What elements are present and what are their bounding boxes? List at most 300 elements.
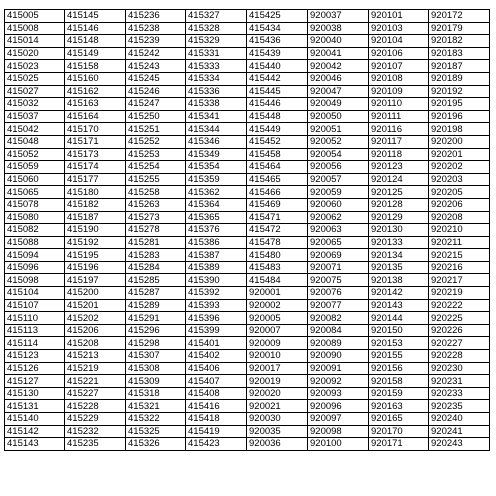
table-cell: 415418	[186, 413, 247, 426]
table-row	[5, 22, 490, 35]
table-cell: 415423	[186, 438, 247, 451]
table-cell: 415328	[186, 22, 247, 35]
table-cell: 415025	[5, 72, 65, 85]
table-row	[5, 135, 490, 148]
table-cell: 920205	[429, 186, 490, 199]
table-cell: 415192	[65, 236, 126, 249]
table-cell: 415104	[5, 287, 65, 300]
table-cell: 415180	[65, 186, 126, 199]
table-cell: 920134	[369, 249, 429, 262]
table-cell: 920170	[369, 425, 429, 438]
table-row	[5, 173, 490, 186]
table-cell: 415263	[126, 198, 186, 211]
table-cell: 415238	[126, 22, 186, 35]
table-cell: 415362	[186, 186, 247, 199]
table-cell: 415242	[126, 47, 186, 60]
table-cell: 415094	[5, 249, 65, 262]
table-cell: 920005	[247, 312, 308, 325]
table-cell: 920159	[369, 387, 429, 400]
table-row	[5, 35, 490, 48]
table-cell: 920118	[369, 148, 429, 161]
table-cell: 415227	[65, 387, 126, 400]
table-cell: 920063	[308, 224, 369, 237]
table-cell: 415458	[247, 148, 308, 161]
table-cell: 415336	[186, 85, 247, 98]
table-cell: 920041	[308, 47, 369, 60]
table-cell: 415387	[186, 249, 247, 262]
table-cell: 920227	[429, 337, 490, 350]
table-row	[5, 438, 490, 451]
table-cell: 920155	[369, 350, 429, 363]
table-cell: 415123	[5, 350, 65, 363]
table-cell: 415197	[65, 274, 126, 287]
table-cell: 415389	[186, 261, 247, 274]
table-cell: 415298	[126, 337, 186, 350]
table-cell: 415308	[126, 362, 186, 375]
table-cell: 415171	[65, 135, 126, 148]
table-cell: 920040	[308, 35, 369, 48]
table-cell: 415291	[126, 312, 186, 325]
table-cell: 920215	[429, 249, 490, 262]
table-row	[5, 287, 490, 300]
table-cell: 920097	[308, 413, 369, 426]
table-cell: 415416	[186, 400, 247, 413]
table-row	[5, 123, 490, 136]
table-cell: 920203	[429, 173, 490, 186]
table-cell: 415202	[65, 312, 126, 325]
table-cell: 415281	[126, 236, 186, 249]
table-cell: 415213	[65, 350, 126, 363]
table-cell: 415349	[186, 148, 247, 161]
table-cell: 415465	[247, 173, 308, 186]
table-cell: 415365	[186, 211, 247, 224]
table-cell: 415149	[65, 47, 126, 60]
table-cell: 920002	[247, 299, 308, 312]
table-cell: 920010	[247, 350, 308, 363]
table-cell: 920076	[308, 287, 369, 300]
table-cell: 415434	[247, 22, 308, 35]
table-row	[5, 10, 490, 23]
table-cell: 415364	[186, 198, 247, 211]
table-cell: 415285	[126, 274, 186, 287]
table-cell: 920123	[369, 161, 429, 174]
table-row	[5, 236, 490, 249]
table-cell: 415160	[65, 72, 126, 85]
table-cell: 415333	[186, 60, 247, 73]
table-cell: 415131	[5, 400, 65, 413]
table-cell: 415243	[126, 60, 186, 73]
table-row	[5, 198, 490, 211]
table-cell: 415235	[65, 438, 126, 451]
table-row	[5, 425, 490, 438]
table-cell: 415200	[65, 287, 126, 300]
table-cell: 920110	[369, 98, 429, 111]
table-cell: 920243	[429, 438, 490, 451]
table-row	[5, 324, 490, 337]
table-cell: 920200	[429, 135, 490, 148]
table-cell: 415196	[65, 261, 126, 274]
table-cell: 415278	[126, 224, 186, 237]
table-cell: 415464	[247, 161, 308, 174]
table-cell: 920130	[369, 224, 429, 237]
table-cell: 415334	[186, 72, 247, 85]
table-row	[5, 98, 490, 111]
table-cell: 415466	[247, 186, 308, 199]
table-cell: 415250	[126, 110, 186, 123]
table-cell: 415245	[126, 72, 186, 85]
table-row	[5, 148, 490, 161]
table-cell: 415331	[186, 47, 247, 60]
table-row	[5, 337, 490, 350]
table-cell: 920171	[369, 438, 429, 451]
table-cell: 415239	[126, 35, 186, 48]
table-cell: 920226	[429, 324, 490, 337]
table-cell: 415027	[5, 85, 65, 98]
table-cell: 920096	[308, 400, 369, 413]
table-row	[5, 211, 490, 224]
table-cell: 920089	[308, 337, 369, 350]
table-cell: 415480	[247, 249, 308, 262]
table-cell: 415254	[126, 161, 186, 174]
table-cell: 415113	[5, 324, 65, 337]
table-cell: 920090	[308, 350, 369, 363]
table-cell: 415469	[247, 198, 308, 211]
table-cell: 920195	[429, 98, 490, 111]
table-cell: 415273	[126, 211, 186, 224]
table-cell: 415059	[5, 161, 65, 174]
table-cell: 415148	[65, 35, 126, 48]
table-cell: 920216	[429, 261, 490, 274]
table-cell: 920107	[369, 60, 429, 73]
table-cell: 920206	[429, 198, 490, 211]
table-cell: 415170	[65, 123, 126, 136]
table-cell: 415187	[65, 211, 126, 224]
table-cell: 920172	[429, 10, 490, 23]
table-cell: 920198	[429, 123, 490, 136]
table-cell: 415448	[247, 110, 308, 123]
table-cell: 920071	[308, 261, 369, 274]
table-cell: 920035	[247, 425, 308, 438]
table-cell: 920051	[308, 123, 369, 136]
table-cell: 920163	[369, 400, 429, 413]
table-cell: 415023	[5, 60, 65, 73]
table-cell: 920052	[308, 135, 369, 148]
table-cell: 415253	[126, 148, 186, 161]
table-cell: 415114	[5, 337, 65, 350]
table-cell: 415346	[186, 135, 247, 148]
table-cell: 415393	[186, 299, 247, 312]
table-cell: 920007	[247, 324, 308, 337]
table-cell: 920222	[429, 299, 490, 312]
table-cell: 415246	[126, 85, 186, 98]
table-row	[5, 161, 490, 174]
table-cell: 415484	[247, 274, 308, 287]
table-cell: 415326	[126, 438, 186, 451]
table-cell: 920042	[308, 60, 369, 73]
table-cell: 415032	[5, 98, 65, 111]
table-cell: 415082	[5, 224, 65, 237]
table-cell: 415296	[126, 324, 186, 337]
table-cell: 920228	[429, 350, 490, 363]
table-cell: 415284	[126, 261, 186, 274]
table-cell: 920019	[247, 375, 308, 388]
table-cell: 920046	[308, 72, 369, 85]
table-cell: 920056	[308, 161, 369, 174]
table-cell: 920091	[308, 362, 369, 375]
table-cell: 920050	[308, 110, 369, 123]
table-cell: 415401	[186, 337, 247, 350]
table-cell: 920084	[308, 324, 369, 337]
table-cell: 920030	[247, 413, 308, 426]
table-cell: 415344	[186, 123, 247, 136]
table-cell: 920211	[429, 236, 490, 249]
table-cell: 415322	[126, 413, 186, 426]
table-cell: 415425	[247, 10, 308, 23]
table-cell: 415408	[186, 387, 247, 400]
table-row	[5, 400, 490, 413]
table-cell: 415065	[5, 186, 65, 199]
table-cell: 415158	[65, 60, 126, 73]
table-cell: 415052	[5, 148, 65, 161]
table-cell: 415478	[247, 236, 308, 249]
table-cell: 920104	[369, 35, 429, 48]
table-cell: 415140	[5, 413, 65, 426]
table-cell: 415483	[247, 261, 308, 274]
table-cell: 920129	[369, 211, 429, 224]
table-cell: 415221	[65, 375, 126, 388]
table-cell: 920128	[369, 198, 429, 211]
table-cell: 920182	[429, 35, 490, 48]
table-cell: 920233	[429, 387, 490, 400]
table-cell: 920059	[308, 186, 369, 199]
table-row	[5, 375, 490, 388]
table-cell: 920231	[429, 375, 490, 388]
table-cell: 920165	[369, 413, 429, 426]
code-table	[4, 9, 490, 451]
table-cell: 415060	[5, 173, 65, 186]
table-cell: 415402	[186, 350, 247, 363]
table-cell: 415107	[5, 299, 65, 312]
table-cell: 415329	[186, 35, 247, 48]
table-cell: 920116	[369, 123, 429, 136]
table-cell: 415318	[126, 387, 186, 400]
table-cell: 415307	[126, 350, 186, 363]
table-cell: 415008	[5, 22, 65, 35]
table-cell: 415258	[126, 186, 186, 199]
table-cell: 415442	[247, 72, 308, 85]
table-cell: 920020	[247, 387, 308, 400]
table-cell: 920036	[247, 438, 308, 451]
table-row	[5, 110, 490, 123]
table-cell: 415407	[186, 375, 247, 388]
table-cell: 920179	[429, 22, 490, 35]
table-cell: 920150	[369, 324, 429, 337]
table-cell: 920219	[429, 287, 490, 300]
table-cell: 920100	[308, 438, 369, 451]
table-cell: 920098	[308, 425, 369, 438]
table-cell: 415195	[65, 249, 126, 262]
table-cell: 920202	[429, 161, 490, 174]
table-cell: 415164	[65, 110, 126, 123]
table-cell: 920054	[308, 148, 369, 161]
table-cell: 920153	[369, 337, 429, 350]
table-cell: 415088	[5, 236, 65, 249]
table-cell: 415439	[247, 47, 308, 60]
table-cell: 920158	[369, 375, 429, 388]
table-cell: 415020	[5, 47, 65, 60]
code-table-body	[5, 10, 490, 451]
table-cell: 920017	[247, 362, 308, 375]
table-cell: 920060	[308, 198, 369, 211]
table-cell: 415392	[186, 287, 247, 300]
table-cell: 920062	[308, 211, 369, 224]
table-cell: 415042	[5, 123, 65, 136]
table-cell: 415130	[5, 387, 65, 400]
table-cell: 415252	[126, 135, 186, 148]
table-cell: 415173	[65, 148, 126, 161]
table-row	[5, 387, 490, 400]
table-cell: 415078	[5, 198, 65, 211]
table-cell: 415005	[5, 10, 65, 23]
table-cell: 920037	[308, 10, 369, 23]
table-row	[5, 299, 490, 312]
table-cell: 415396	[186, 312, 247, 325]
table-row	[5, 47, 490, 60]
table-row	[5, 274, 490, 287]
table-cell: 415321	[126, 400, 186, 413]
table-row	[5, 186, 490, 199]
table-cell: 920108	[369, 72, 429, 85]
table-cell: 920049	[308, 98, 369, 111]
table-cell: 920111	[369, 110, 429, 123]
table-row	[5, 312, 490, 325]
table-cell: 415037	[5, 110, 65, 123]
table-cell: 415471	[247, 211, 308, 224]
table-cell: 415386	[186, 236, 247, 249]
table-cell: 415327	[186, 10, 247, 23]
table-cell: 920138	[369, 274, 429, 287]
table-cell: 415228	[65, 400, 126, 413]
table-row	[5, 350, 490, 363]
table-cell: 415014	[5, 35, 65, 48]
table-cell: 415080	[5, 211, 65, 224]
table-cell: 415126	[5, 362, 65, 375]
table-cell: 415445	[247, 85, 308, 98]
table-cell: 920189	[429, 72, 490, 85]
table-cell: 920241	[429, 425, 490, 438]
table-cell: 415048	[5, 135, 65, 148]
table-row	[5, 249, 490, 262]
table-cell: 415247	[126, 98, 186, 111]
table-cell: 920235	[429, 400, 490, 413]
table-cell: 920077	[308, 299, 369, 312]
table-cell: 415354	[186, 161, 247, 174]
table-row	[5, 72, 490, 85]
table-cell: 415283	[126, 249, 186, 262]
table-cell: 415190	[65, 224, 126, 237]
table-cell: 920192	[429, 85, 490, 98]
table-cell: 920092	[308, 375, 369, 388]
table-cell: 415174	[65, 161, 126, 174]
table-cell: 920217	[429, 274, 490, 287]
table-cell: 920117	[369, 135, 429, 148]
table-row	[5, 60, 490, 73]
table-cell: 415440	[247, 60, 308, 73]
table-cell: 415232	[65, 425, 126, 438]
table-cell: 920201	[429, 148, 490, 161]
table-cell: 415338	[186, 98, 247, 111]
table-cell: 415206	[65, 324, 126, 337]
table-cell: 415143	[5, 438, 65, 451]
table-cell: 920125	[369, 186, 429, 199]
table-cell: 920106	[369, 47, 429, 60]
table-cell: 920038	[308, 22, 369, 35]
table-cell: 415446	[247, 98, 308, 111]
table-cell: 415376	[186, 224, 247, 237]
table-cell: 415127	[5, 375, 65, 388]
table-row	[5, 224, 490, 237]
table-cell: 920021	[247, 400, 308, 413]
table-row	[5, 85, 490, 98]
table-cell: 415289	[126, 299, 186, 312]
table-cell: 920135	[369, 261, 429, 274]
table-cell: 415255	[126, 173, 186, 186]
table-cell: 415390	[186, 274, 247, 287]
table-cell: 920009	[247, 337, 308, 350]
table-cell: 415472	[247, 224, 308, 237]
table-cell: 415419	[186, 425, 247, 438]
table-cell: 415145	[65, 10, 126, 23]
table-row	[5, 362, 490, 375]
table-cell: 920082	[308, 312, 369, 325]
table-cell: 415251	[126, 123, 186, 136]
table-cell: 415219	[65, 362, 126, 375]
table-cell: 920101	[369, 10, 429, 23]
table-cell: 415163	[65, 98, 126, 111]
table-cell: 415325	[126, 425, 186, 438]
table-cell: 920142	[369, 287, 429, 300]
table-cell: 415399	[186, 324, 247, 337]
table-cell: 920225	[429, 312, 490, 325]
table-cell: 415406	[186, 362, 247, 375]
table-cell: 920156	[369, 362, 429, 375]
table-cell: 415162	[65, 85, 126, 98]
table-cell: 415142	[5, 425, 65, 438]
table-cell: 415436	[247, 35, 308, 48]
table-cell: 920133	[369, 236, 429, 249]
table-cell: 415449	[247, 123, 308, 136]
table-cell: 920075	[308, 274, 369, 287]
table-cell: 415146	[65, 22, 126, 35]
table-cell: 920093	[308, 387, 369, 400]
table-cell: 415177	[65, 173, 126, 186]
table-cell: 920187	[429, 60, 490, 73]
table-cell: 415098	[5, 274, 65, 287]
table-cell: 415110	[5, 312, 65, 325]
table-cell: 920069	[308, 249, 369, 262]
table-cell: 920240	[429, 413, 490, 426]
table-cell: 920143	[369, 299, 429, 312]
table-cell: 415201	[65, 299, 126, 312]
table-cell: 920208	[429, 211, 490, 224]
table-cell: 920210	[429, 224, 490, 237]
table-row	[5, 261, 490, 274]
table-cell: 920065	[308, 236, 369, 249]
table-row	[5, 413, 490, 426]
table-cell: 415359	[186, 173, 247, 186]
table-cell: 415236	[126, 10, 186, 23]
table-cell: 920196	[429, 110, 490, 123]
